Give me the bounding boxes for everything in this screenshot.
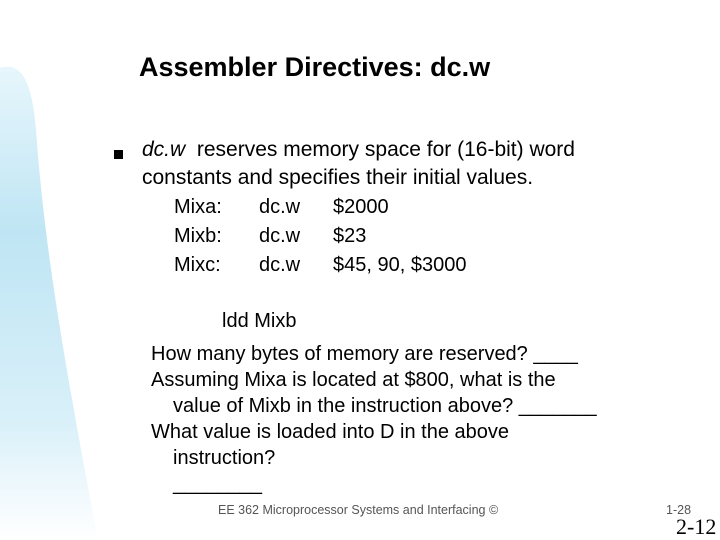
bullet-paragraph <box>142 136 575 192</box>
answer-blank: ________ <box>173 473 262 495</box>
footer-text: EE 362 Microprocessor Systems and Interfacing © <box>218 503 499 517</box>
code-value: $23 <box>333 225 367 247</box>
code-op: dc.w <box>259 254 301 276</box>
code-label: Mixc: <box>174 254 221 276</box>
question-line: Assuming Mixa is located at $800, what is the <box>151 369 556 391</box>
code-label: Mixb: <box>174 225 222 247</box>
paragraph-line-2: constants and specifies their initial values. <box>142 166 534 189</box>
question-line: instruction? <box>173 447 276 469</box>
bullet-marker <box>114 150 123 159</box>
code-op: dc.w <box>259 225 301 247</box>
slide-title: Assembler Directives: dc.w <box>139 52 491 82</box>
code-value: $45, 90, $3000 <box>333 254 467 276</box>
instruction-line: ldd Mixb <box>222 310 297 332</box>
code-labels <box>174 193 222 280</box>
questions-block <box>151 341 597 497</box>
code-values <box>333 193 466 280</box>
page-number: 2-12 <box>676 514 717 539</box>
paragraph-line-1: reserves memory space for (16-bit) word <box>185 138 575 161</box>
code-op: dc.w <box>259 196 301 218</box>
directive-keyword: dc.w <box>142 138 186 161</box>
code-ops <box>259 193 300 280</box>
code-label: Mixa: <box>174 196 222 218</box>
code-value: $2000 <box>333 196 389 218</box>
question-line: How many bytes of memory are reserved? ____ <box>151 343 578 365</box>
question-line: value of Mixb in the instruction above? _______ <box>173 395 597 417</box>
question-line: What value is loaded into D in the above <box>151 421 509 443</box>
slide-number: 1-28 <box>666 503 692 517</box>
